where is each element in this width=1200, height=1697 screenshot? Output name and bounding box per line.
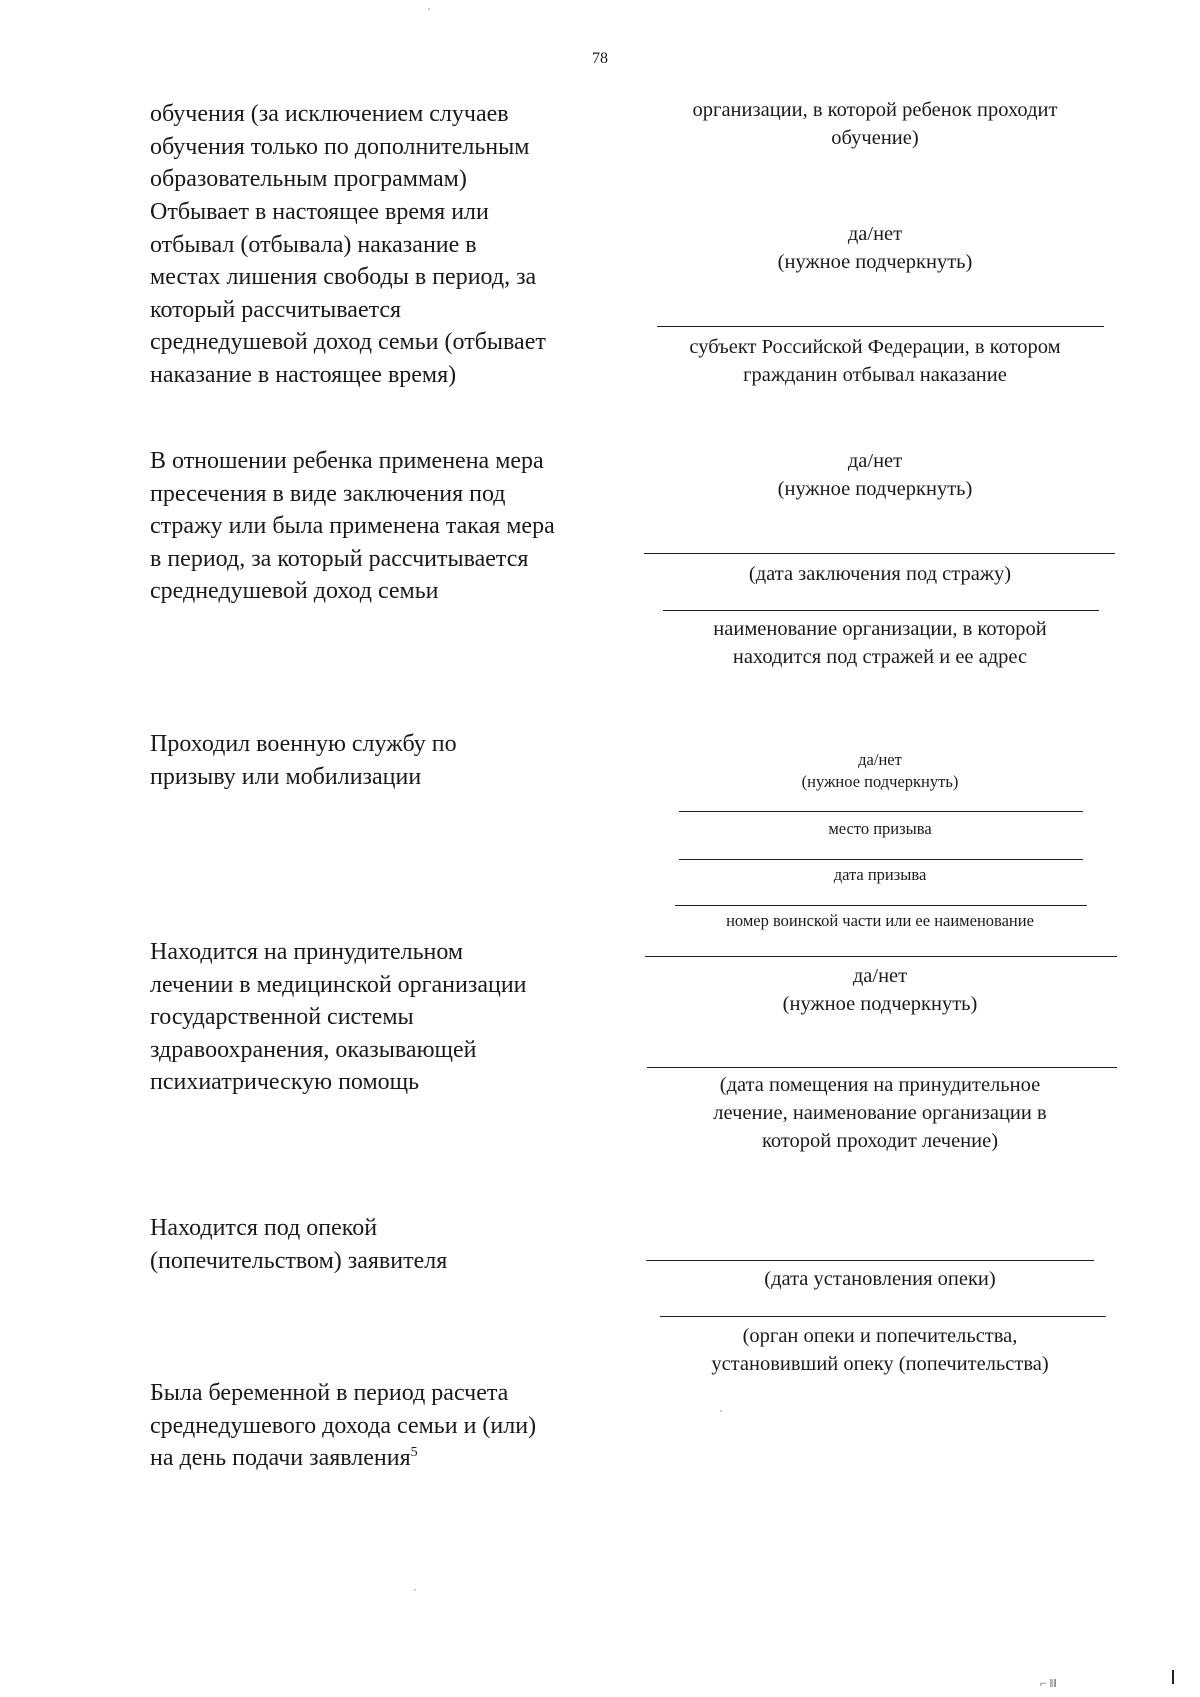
- treatment-details-caption: (дата помещения на принудительное лечение, наименование организации в которой проходит лечение): [713, 1074, 1047, 1152]
- military-unit-caption: номер воинской части или ее наименование: [726, 911, 1034, 930]
- treatment-yes-no: да/нет (нужное подчеркнуть): [782, 965, 978, 1015]
- guardianship-label: Находится под опекой (попечительством) заявителя: [150, 1215, 448, 1274]
- custody-label: В отношении ребенка применена мера пресечения в виде заключения под стражу или была применена такая мера в период, за который рассчитывается среднедушевой доход семьи: [150, 448, 555, 604]
- guardianship-authority-caption: (орган опеки и попечительства, установивший опеку (попечительства): [711, 1325, 1049, 1375]
- custody-date-line: [644, 553, 1115, 554]
- custody-yes-no: да/нет (нужное подчеркнуть): [777, 450, 973, 500]
- education-org-caption: организации, в которой ребенок проходит обучение): [692, 99, 1058, 149]
- education-label-cont: обучения (за исключением случаев обучения только по дополнительным образовательным программам): [150, 101, 530, 192]
- corner-scan-mark: ⌐ ‖‖: [1040, 1676, 1057, 1690]
- forced-treatment-label: Находится на принудительном лечении в медицинской организации государственной системы здравоохранения, оказывающей психиатрическую помощь: [150, 939, 527, 1095]
- scan-speck: [720, 1410, 722, 1412]
- imprisonment-region-caption: субъект Российской Федерации, в котором гражданин отбывал наказание: [689, 336, 1061, 386]
- custody-org-line: [663, 610, 1099, 611]
- region-signature-line: [657, 326, 1104, 327]
- scan-speck: [414, 1589, 416, 1591]
- guardianship-date-caption: (дата установления опеки): [764, 1268, 996, 1290]
- treatment-details-line: [647, 1067, 1117, 1068]
- imprisonment-yes-no: да/нет (нужное подчеркнуть): [777, 223, 973, 273]
- guardianship-date-line: [646, 1260, 1094, 1261]
- imprisonment-label: Отбывает в настоящее время или отбывал (отбывала) наказание в местах лишения свободы в период, за который рассчитывается среднедушевой доход семьи (отбывает наказание в настоящее время): [150, 199, 546, 388]
- military-yes-no: да/нет (нужное подчеркнуть): [801, 750, 959, 791]
- military-service-label: Проходил военную службу по призыву или мобилизации: [150, 731, 457, 790]
- custody-org-caption: наименование организации, в которой находится под стражей и ее адрес: [713, 618, 1047, 668]
- edge-scan-mark: [1172, 1670, 1174, 1684]
- pregnancy-label: [150, 1377, 640, 1475]
- guardianship-authority-line: [660, 1316, 1106, 1317]
- scan-speck: [428, 8, 430, 10]
- military-place-line: [679, 811, 1083, 812]
- page-number: 78: [592, 50, 608, 67]
- military-place-caption: место призыва: [828, 819, 932, 838]
- treatment-top-line: [645, 956, 1117, 957]
- footnote-marker: 5: [410, 1445, 418, 1460]
- pregnancy-text: Была беременной в период расчета среднедушевого дохода семьи и (или) на день подачи заявления: [150, 1380, 537, 1471]
- custody-date-caption: (дата заключения под стражу): [748, 563, 1012, 585]
- military-date-line: [679, 859, 1083, 860]
- military-date-caption: дата призыва: [833, 865, 927, 884]
- military-unit-line: [675, 905, 1087, 906]
